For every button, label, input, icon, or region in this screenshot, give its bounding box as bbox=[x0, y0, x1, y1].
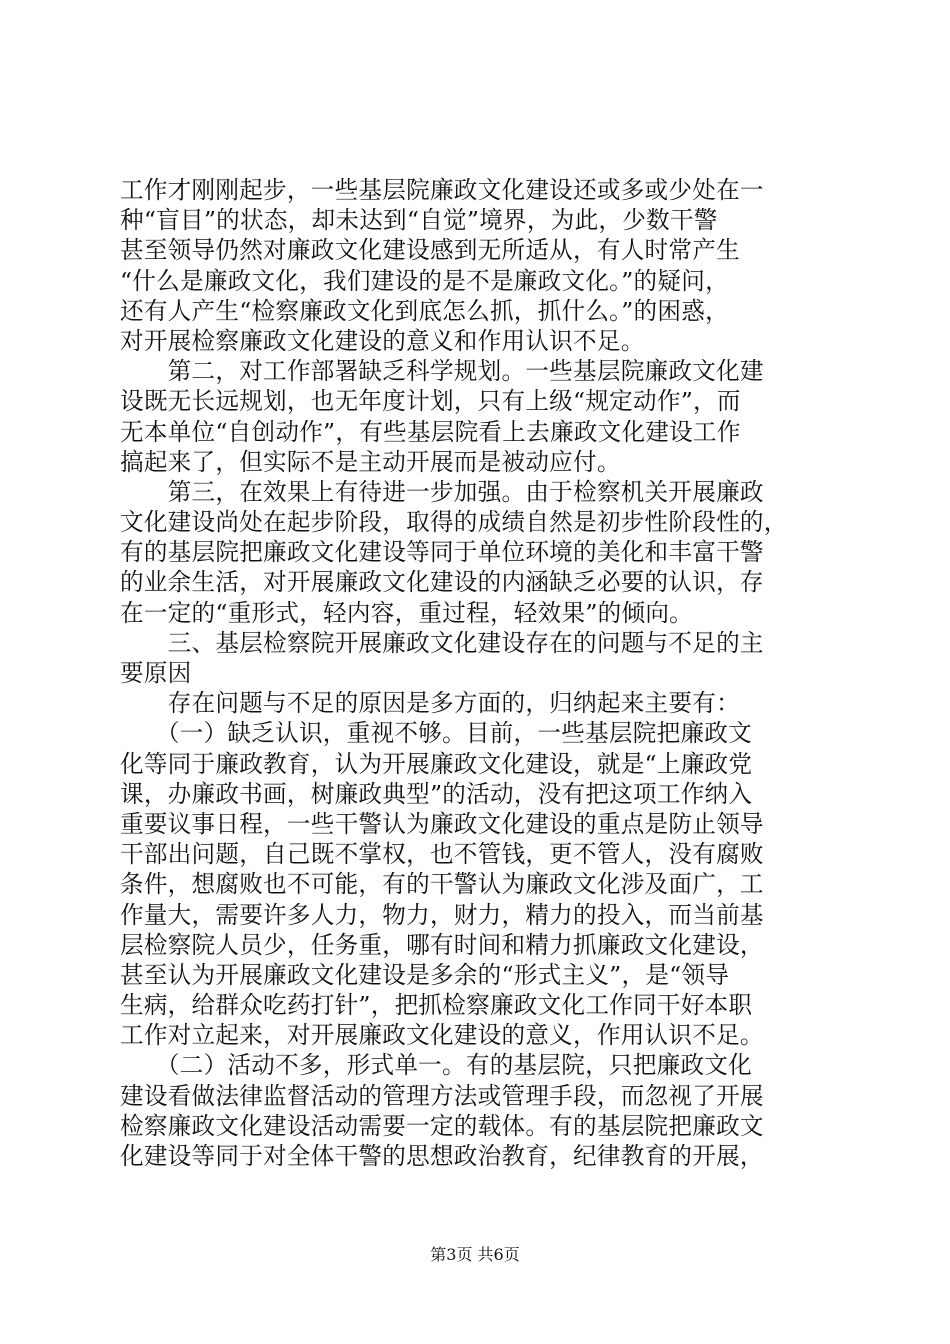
page-footer: 第3页 共6页 bbox=[430, 1245, 520, 1264]
text-line: 在一定的“重形式，轻内容，重过程，轻效果”的倾向。 bbox=[120, 598, 694, 627]
text-line: 对开展检察廉政文化建设的意义和作用认识不足。 bbox=[120, 326, 645, 355]
text-line: 设既无长远规划，也无年度计划，只有上级“规定动作”，而 bbox=[120, 387, 741, 416]
text-line: 存在问题与不足的原因是多方面的，归纳起来主要有： bbox=[120, 689, 740, 718]
text-line: 甚至认为开展廉政文化建设是多余的“形式主义”，是“领导 bbox=[120, 960, 730, 989]
text-line: 重要议事日程，一些干警认为廉政文化建设的重点是防止领导 bbox=[120, 809, 764, 838]
text-line: （一）缺乏认识，重视不够。目前，一些基层院把廉政文 bbox=[120, 719, 752, 748]
text-line: 要原因 bbox=[120, 659, 192, 687]
text-line: 搞起来了，但实际不是主动开展而是被动应付。 bbox=[120, 447, 621, 476]
text-line: 层检察院人员少，任务重，哪有时间和精力抓廉政文化建设， bbox=[120, 930, 764, 959]
text-line: 第三，在效果上有待进一步加强。由于检察机关开展廉政 bbox=[120, 477, 764, 506]
text-line: 条件，想腐败也不可能，有的干警认为廉政文化涉及面广，工 bbox=[120, 870, 764, 899]
text-line: 化等同于廉政教育，认为开展廉政文化建设，就是“上廉政党 bbox=[120, 749, 753, 778]
text-line: 建设看做法律监督活动的管理方法或管理手段，而忽视了开展 bbox=[120, 1081, 764, 1110]
text-line: 有的基层院把廉政文化建设等同于单位环境的美化和丰富干警 bbox=[120, 538, 764, 567]
text-line: 工作才刚刚起步，一些基层院廉政文化建设还或多或少处在一 bbox=[120, 176, 764, 204]
text-line: 工作对立起来，对开展廉政文化建设的意义，作用认识不足。 bbox=[120, 1021, 764, 1050]
text-line: （二）活动不多，形式单一。有的基层院，只把廉政文化 bbox=[120, 1051, 752, 1080]
text-line: 课，办廉政书画，树廉政典型”的活动，没有把这项工作纳入 bbox=[120, 779, 753, 808]
text-line: 还有人产生“检察廉政文化到底怎么抓，抓什么。”的困惑， bbox=[120, 296, 729, 325]
text-line: “什么是廉政文化，我们建设的是不是廉政文化。”的疑问， bbox=[120, 266, 729, 295]
text-line: 干部出问题，自己既不掌权，也不管钱，更不管人，没有腐败 bbox=[120, 840, 764, 869]
text-line: 第二，对工作部署缺乏科学规划。一些基层院廉政文化建 bbox=[120, 357, 764, 386]
text-line: 检察廉政文化建设活动需要一定的载体。有的基层院把廉政文 bbox=[120, 1111, 764, 1140]
text-line: 的业余生活，对开展廉政文化建设的内涵缺乏必要的认识，存 bbox=[120, 568, 764, 597]
text-line: 无本单位“自创动作”，有些基层院看上去廉政文化建设工作 bbox=[120, 417, 741, 446]
text-line: 三、基层检察院开展廉政文化建设存在的问题与不足的主 bbox=[120, 628, 764, 657]
text-line: 化建设等同于对全体干警的思想政治教育，纪律教育的开展， bbox=[120, 1142, 764, 1170]
text-line: 甚至领导仍然对廉政文化建设感到无所适从，有人时常产生 bbox=[120, 236, 740, 265]
text-line: 种“盲目”的状态，却未达到“自觉”境界，为此，少数干警 bbox=[120, 206, 718, 235]
text-line: 文化建设尚处在起步阶段，取得的成绩自然是初步性阶段性的， bbox=[120, 508, 788, 537]
text-line: 生病，给群众吃药打针”，把抓检察廉政文化工作同干好本职 bbox=[120, 991, 753, 1020]
document-body bbox=[120, 175, 840, 1171]
text-line: 作量大，需要许多人力，物力，财力，精力的投入，而当前基 bbox=[120, 900, 764, 929]
